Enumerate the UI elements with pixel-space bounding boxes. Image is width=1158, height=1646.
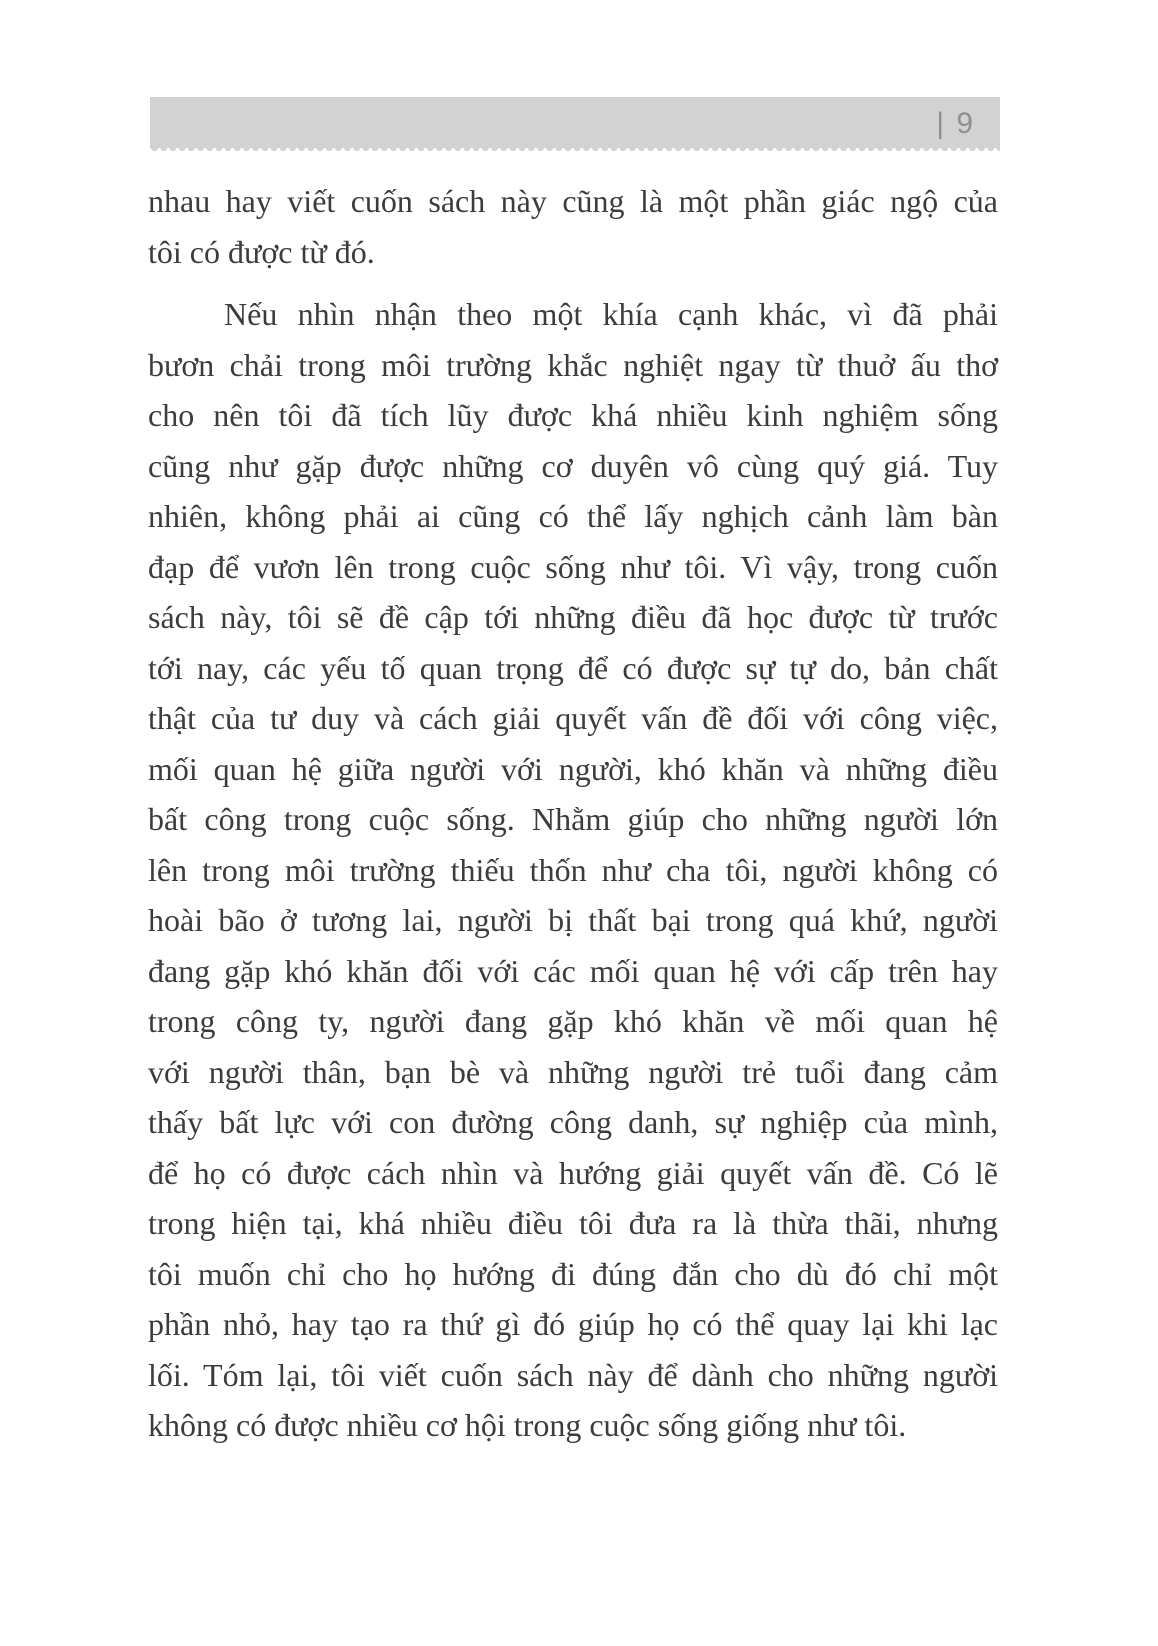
text-line: Nếu nhìn nhận theo một khía cạnh khác, vì đã phải xyxy=(224,296,998,332)
page-header-bar xyxy=(150,97,1000,148)
text-line: bươn chải trong môi trường khắc nghiệt ngay từ thuở ấu thơ xyxy=(148,346,998,383)
text-line: bất công trong cuộc sống. Nhằm giúp cho những người lớn xyxy=(148,801,998,837)
page-number: | 9 xyxy=(936,107,975,140)
text-line: lối. Tóm lại, tôi viết cuốn sách này để dành cho những người xyxy=(148,1356,998,1393)
paragraph xyxy=(148,176,998,277)
text-line: nhiên, không phải ai cũng có thể lấy nghịch cảnh làm bàn xyxy=(148,498,998,534)
scallop-edge-decoration xyxy=(150,148,1000,153)
text-line: mối quan hệ giữa người với người, khó khăn và những điều xyxy=(148,750,998,787)
text-line: không có được nhiều cơ hội trong cuộc sống giống như tôi. xyxy=(148,1407,907,1443)
text-line: tới nay, các yếu tố quan trọng để có được sự tự do, bản chất xyxy=(148,649,998,686)
text-line: cho nên tôi đã tích lũy được khá nhiều kinh nghiệm sống xyxy=(148,397,998,433)
text-line: cũng như gặp được những cơ duyên vô cùng quý giá. Tuy xyxy=(148,447,998,484)
page-body xyxy=(148,176,998,1451)
text-line: để họ có được cách nhìn và hướng giải quyết vấn đề. Có lẽ xyxy=(148,1154,998,1191)
text-line: trong công ty, người đang gặp khó khăn về mối quan hệ xyxy=(148,1003,998,1039)
text-line: sách này, tôi sẽ đề cập tới những điều đã học được từ trước xyxy=(148,599,998,635)
text-line: hoài bão ở tương lai, người bị thất bại trong quá khứ, người xyxy=(148,902,998,938)
text-line: phần nhỏ, hay tạo ra thứ gì đó giúp họ có thể quay lại khi lạc xyxy=(148,1306,998,1342)
paragraph xyxy=(148,289,998,1451)
text-line: trong hiện tại, khá nhiều điều tôi đưa ra là thừa thãi, nhưng xyxy=(148,1205,998,1241)
text-line: với người thân, bạn bè và những người trẻ tuổi đang cảm xyxy=(148,1053,998,1090)
text-line: lên trong môi trường thiếu thốn như cha tôi, người không có xyxy=(148,851,998,888)
text-line: đạp để vươn lên trong cuộc sống như tôi. Vì vậy, trong cuốn xyxy=(148,548,998,585)
text-line: tôi có được từ đó. xyxy=(148,233,375,270)
text-line: đang gặp khó khăn đối với các mối quan hệ với cấp trên hay xyxy=(148,952,998,989)
text-line: thấy bất lực với con đường công danh, sự nghiệp của mình, xyxy=(148,1104,998,1140)
text-line: thật của tư duy và cách giải quyết vấn đề đối với công việc, xyxy=(148,700,998,736)
text-line: tôi muốn chỉ cho họ hướng đi đúng đắn cho dù đó chỉ một xyxy=(148,1255,998,1292)
text-line: nhau hay viết cuốn sách này cũng là một phần giác ngộ của xyxy=(148,183,998,219)
